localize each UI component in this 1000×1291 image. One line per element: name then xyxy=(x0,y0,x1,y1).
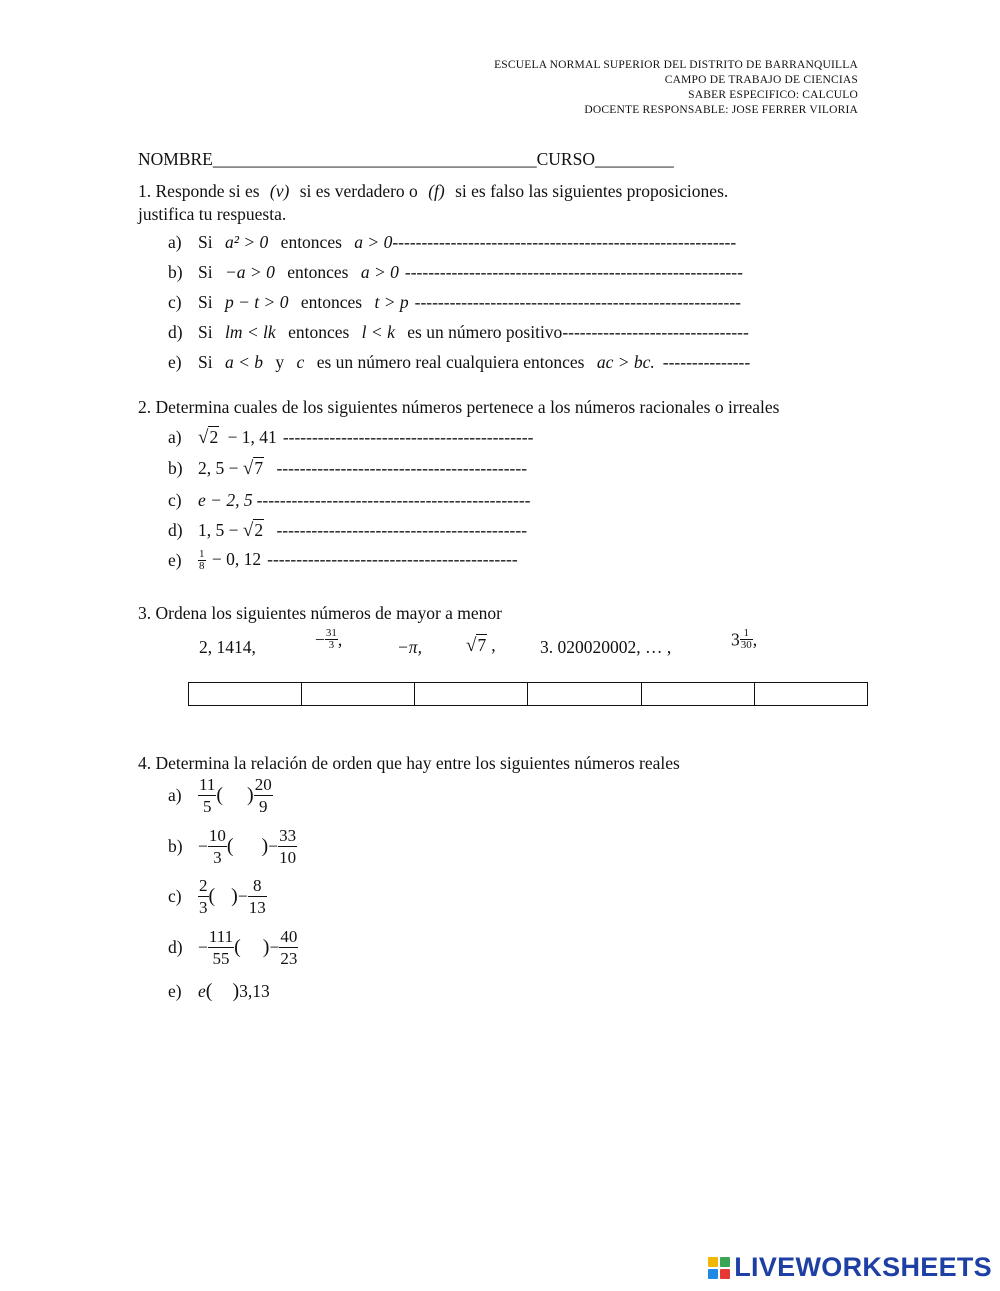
q1-f: (f) xyxy=(428,181,445,201)
whole-part: 3 xyxy=(731,629,740,650)
sqrt-expr: √7 xyxy=(466,635,487,656)
q2-answer-line[interactable]: ----------------------------------------------- xyxy=(256,490,531,510)
q1-y: y xyxy=(275,352,285,372)
q3-number-6 xyxy=(731,628,757,651)
answer-paren-open: ( xyxy=(208,885,216,907)
fraction xyxy=(325,628,338,651)
denominator: 30 xyxy=(740,639,752,652)
q4-item-label: a) xyxy=(168,785,182,805)
q1-entonces: entonces xyxy=(287,262,349,282)
header-docente: DOCENTE RESPONSABLE: JOSE FERRER VILORIA xyxy=(584,104,858,116)
q1-tail: es un número real cualquiera entonces xyxy=(316,352,585,372)
order-answer-cell[interactable] xyxy=(641,683,754,706)
denominator: 8 xyxy=(199,560,205,573)
q4-item-a xyxy=(168,776,273,815)
q2-item-label: c) xyxy=(168,490,182,510)
fraction xyxy=(740,628,753,651)
e-constant: e xyxy=(198,981,206,1001)
order-answer-cell[interactable] xyxy=(754,683,867,706)
right-sign: − xyxy=(268,836,279,856)
q1-intro-b: si es verdadero o xyxy=(299,181,418,201)
q1-item-c xyxy=(168,292,741,313)
q1-item-label: e) xyxy=(168,352,182,372)
q1-item-label: a) xyxy=(168,232,182,252)
answer-paren-close: ) xyxy=(261,835,269,857)
right-sign: − xyxy=(237,886,248,906)
q1-cond: a² > 0 xyxy=(224,232,269,252)
numerator: 20 xyxy=(254,775,272,794)
q4-item-label: e) xyxy=(168,981,182,1001)
radicand: 2 xyxy=(254,520,264,540)
q2-pre: 1, 5 − xyxy=(198,520,239,540)
logo-block xyxy=(720,1269,730,1279)
fraction xyxy=(279,928,298,967)
q1-item-b xyxy=(168,262,743,283)
q4-title: 4. Determina la relación de orden que hay entre los siguientes números reales xyxy=(138,753,680,773)
answer-paren-close: ) xyxy=(231,885,238,907)
q2-item-a xyxy=(168,427,533,449)
q3-number-4 xyxy=(466,635,496,657)
order-answer-cell[interactable] xyxy=(302,683,415,706)
answer-paren-open: ( xyxy=(205,980,213,1002)
q2-pre: 2, 5 − xyxy=(198,458,239,478)
q3-title: 3. Ordena los siguientes números de mayor a menor xyxy=(138,603,503,623)
q4-item-label: c) xyxy=(168,886,182,906)
q3-number-2 xyxy=(315,628,342,651)
q1-item-e xyxy=(168,352,750,373)
numerator: 33 xyxy=(279,826,297,845)
q1-item-a xyxy=(168,232,736,253)
q1-item-d xyxy=(168,322,749,343)
q4-item-e xyxy=(168,980,270,1003)
sqrt-expr: √2 xyxy=(242,520,264,541)
q2-item-b xyxy=(168,458,527,480)
denominator: 5 xyxy=(198,795,216,815)
brand-name: LIVEWORKSHEETS xyxy=(734,1252,992,1282)
q1-c: c xyxy=(296,352,305,372)
answer-paren-close: ) xyxy=(247,784,254,806)
logo-blocks-icon xyxy=(708,1257,730,1279)
fraction xyxy=(248,877,267,916)
q1-item-label: b) xyxy=(168,262,183,282)
q1-answer-line[interactable]: -------------------------------- xyxy=(562,322,749,342)
order-answer-cell[interactable] xyxy=(528,683,641,706)
q2-item-d xyxy=(168,520,527,542)
comma: , xyxy=(752,629,758,650)
answer-paren-open: ( xyxy=(226,835,234,857)
numerator: 11 xyxy=(199,775,216,794)
q1-cond: −a > 0 xyxy=(224,262,275,282)
denominator: 3 xyxy=(208,846,227,866)
numerator: 111 xyxy=(208,927,234,946)
denominator: 23 xyxy=(280,949,298,968)
q4-right-value: 3,13 xyxy=(239,981,270,1001)
numerator: 8 xyxy=(252,876,262,895)
denominator: 9 xyxy=(254,795,273,815)
q4-item-b xyxy=(168,827,297,866)
q4-item-label: d) xyxy=(168,937,183,957)
q2-answer-line[interactable]: ------------------------------------------- xyxy=(276,520,528,540)
q1-si: Si xyxy=(198,232,213,252)
q1-cond: p − t > 0 xyxy=(224,292,289,312)
q1-answer-line[interactable]: ---------------------------------------------------------- xyxy=(404,262,743,282)
q1-cond: a < b xyxy=(224,352,264,372)
q1-res: a > 0 xyxy=(360,262,399,282)
numerator: 31 xyxy=(325,627,337,640)
q1-si: Si xyxy=(198,322,213,342)
q2-answer-line[interactable]: ------------------------------------------- xyxy=(276,458,528,478)
fraction xyxy=(198,549,206,572)
denominator: 55 xyxy=(208,947,234,967)
q2-item-label: e) xyxy=(168,550,182,571)
q1-res: a > 0 xyxy=(354,232,393,252)
q3-number-1: 2, 1414, xyxy=(199,637,256,657)
answer-paren-close: ) xyxy=(262,936,270,958)
answer-paren-close: ) xyxy=(232,980,240,1002)
q1-si: Si xyxy=(198,292,213,312)
q1-entonces: entonces xyxy=(300,292,363,312)
header-school: ESCUELA NORMAL SUPERIOR DEL DISTRITO DE BARRANQUILLA xyxy=(494,59,858,71)
q1-res: t > p xyxy=(374,292,409,312)
q2-rest: − 0, 12 xyxy=(211,549,262,569)
q1-cond: lm < lk xyxy=(224,322,276,342)
right-sign: − xyxy=(269,937,280,957)
q1-answer-line[interactable]: ----------------------------------------------------------- xyxy=(392,232,737,252)
fraction xyxy=(198,776,216,815)
numerator: 1 xyxy=(199,548,205,561)
sqrt-expr: √2 xyxy=(198,427,219,448)
liveworksheets-logo xyxy=(708,1252,992,1283)
q3-number-3: −π, xyxy=(397,637,422,657)
answer-paren-open: ( xyxy=(216,784,224,806)
q1-intro-line2: justifica tu respuesta. xyxy=(138,204,287,224)
numerator: 40 xyxy=(280,927,298,946)
radicand: 7 xyxy=(254,458,264,478)
q1-item-label: d) xyxy=(168,322,183,342)
q1-entonces: entonces xyxy=(288,322,350,342)
q2-expr: e − 2, 5 xyxy=(198,490,253,510)
q4-item-c xyxy=(168,877,267,916)
numerator: 10 xyxy=(208,826,226,845)
fraction xyxy=(208,827,227,866)
curso-blank[interactable]: _________ xyxy=(594,149,674,169)
q1-intro xyxy=(138,181,728,202)
nombre-label: NOMBRE xyxy=(138,149,213,169)
radicand: 7 xyxy=(477,635,487,655)
logo-block xyxy=(720,1257,730,1267)
denominator: 3 xyxy=(199,898,208,917)
q1-intro-c: si es falso las siguientes proposiciones. xyxy=(455,181,729,201)
denominator: 13 xyxy=(248,898,266,917)
q4-item-d xyxy=(168,928,298,967)
q2-title: 2. Determina cuales de los siguientes números pertenece a los números racionales o irreales xyxy=(138,397,780,417)
header-saber: SABER ESPECIFICO: CALCULO xyxy=(688,89,858,101)
comma: , xyxy=(337,629,343,650)
curso-label: CURSO xyxy=(536,149,595,169)
sqrt-expr: √7 xyxy=(242,458,264,479)
logo-block xyxy=(708,1269,718,1279)
fraction xyxy=(208,928,234,967)
q2-item-label: a) xyxy=(168,427,182,447)
order-answer-table xyxy=(188,682,868,706)
nombre-blank[interactable]: _____________________________________ xyxy=(212,149,537,169)
q1-res: ac > bc. xyxy=(596,352,655,372)
q2-item-e xyxy=(168,549,518,572)
q1-item-label: c) xyxy=(168,292,182,312)
q1-si: Si xyxy=(198,352,213,372)
order-answer-cell[interactable] xyxy=(415,683,528,706)
q1-intro-a: 1. Responde si es xyxy=(138,181,260,201)
q2-item-c xyxy=(168,490,530,511)
logo-block xyxy=(708,1257,718,1267)
radicand: 2 xyxy=(209,427,219,447)
q2-rest: − 1, 41 xyxy=(227,427,277,447)
left-sign: − xyxy=(198,836,208,856)
q2-answer-line[interactable]: ------------------------------------------- xyxy=(282,427,534,447)
q2-item-label: b) xyxy=(168,458,183,478)
q1-entonces: entonces xyxy=(280,232,342,252)
q3-number-5: 3. 020020002, … , xyxy=(540,637,672,657)
q1-v: (v) xyxy=(269,181,290,201)
q1-tail: es un número positivo xyxy=(407,322,563,342)
q1-answer-line[interactable]: -------------------------------------------------------- xyxy=(414,292,741,312)
header-campo: CAMPO DE TRABAJO DE CIENCIAS xyxy=(664,74,858,86)
q1-answer-line[interactable]: --------------- xyxy=(662,352,751,372)
q2-item-label: d) xyxy=(168,520,183,540)
fraction xyxy=(278,827,297,866)
fraction xyxy=(198,877,209,916)
q4-item-label: b) xyxy=(168,836,183,856)
answer-paren-open: ( xyxy=(234,936,241,958)
denominator: 3 xyxy=(325,639,338,651)
denominator: 10 xyxy=(279,848,297,867)
numerator: 1 xyxy=(743,627,749,640)
fraction xyxy=(254,776,273,815)
numerator: 2 xyxy=(199,876,208,895)
left-sign: − xyxy=(198,937,208,957)
q1-res: l < k xyxy=(361,322,395,342)
q1-si: Si xyxy=(198,262,213,282)
student-line xyxy=(138,149,674,170)
comma: , xyxy=(491,635,496,655)
minus-sign: − xyxy=(315,629,325,650)
order-answer-cell[interactable] xyxy=(189,683,302,706)
q2-answer-line[interactable]: ------------------------------------------- xyxy=(267,549,518,569)
